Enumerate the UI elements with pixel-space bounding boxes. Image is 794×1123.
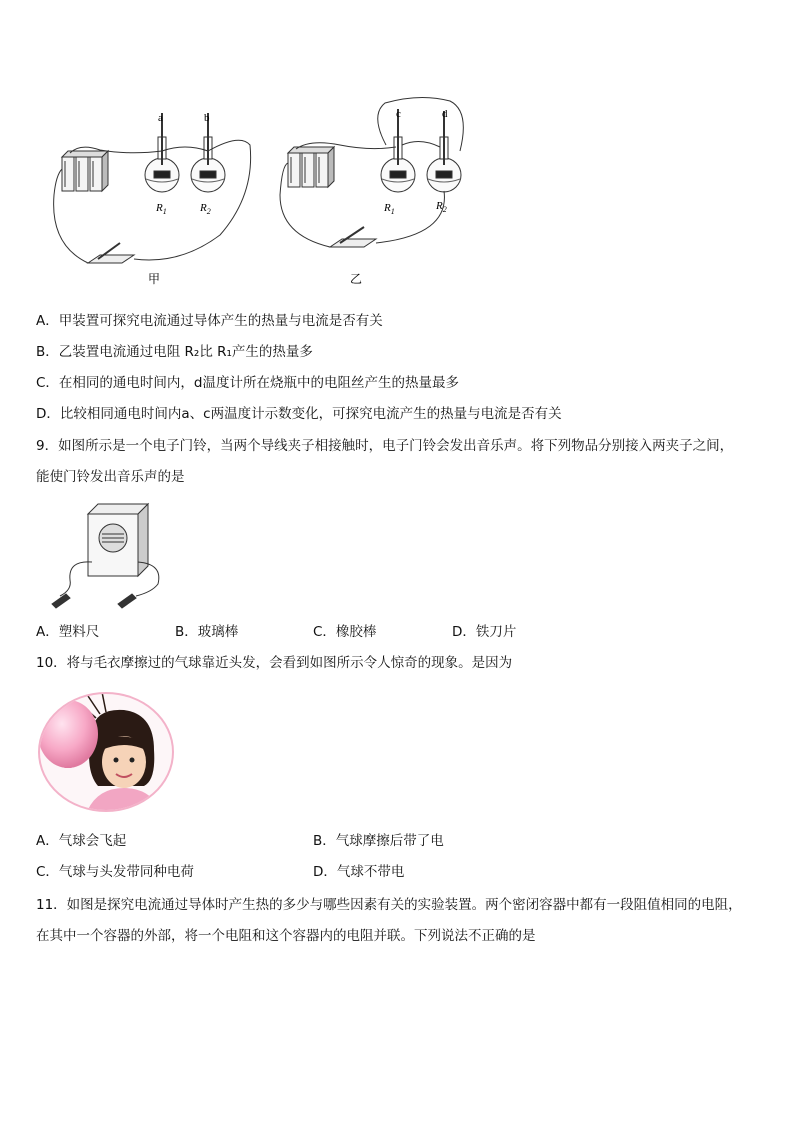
- q9-option-a: A．塑料尺: [36, 624, 100, 640]
- label-r1-yi: $R_1$: [384, 202, 395, 216]
- q9-option-b: B．玻璃棒: [175, 624, 239, 640]
- q8-option-d: D．比较相同通电时间内a、c两温度计示数变化，可探究电流产生的热量与电流是否有关: [36, 406, 562, 422]
- caption-jia: 甲: [148, 272, 161, 286]
- q11-stem-line1: 11．如图是探究电流通过导体时产生热的多少与哪些因素有关的实验装置。两个密闭容器中都有一段阻值相同的电阻，: [36, 897, 742, 913]
- battery-jia: [62, 151, 108, 191]
- switch-jia: [88, 243, 134, 263]
- q8-option-a: A．甲装置可探究电流通过导体产生的热量与电流是否有关: [36, 313, 383, 329]
- circuit-jia: [54, 112, 251, 286]
- label-r2-jia: $R_2$: [200, 202, 211, 216]
- caption-yi: 乙: [350, 272, 363, 286]
- q9-option-d: D．铁刀片: [452, 624, 517, 640]
- q10-option-a: A．气球会飞起: [36, 833, 127, 849]
- label-c: c: [396, 108, 401, 120]
- switch-yi: [330, 227, 376, 247]
- label-b: b: [204, 112, 210, 124]
- q9-stem-line1: 9．如图所示是一个电子门铃，当两个导线夹子相接触时，电子门铃会发出音乐声。将下列物品分别接入两夹子之间，: [36, 438, 734, 454]
- q10-option-d: D．气球不带电: [313, 864, 405, 880]
- q9-option-c: C．橡胶棒: [313, 624, 377, 640]
- q10-stem: 10．将与毛衣摩擦过的气球靠近头发，会看到如图所示令人惊奇的现象。是因为: [36, 655, 513, 671]
- q9-stem-line2: 能使门铃发出音乐声的是: [36, 469, 185, 485]
- q10-option-b: B．气球摩擦后带了电: [313, 833, 444, 849]
- label-r2-yi: $R_2$: [436, 200, 447, 214]
- doorbell-figure: [48, 500, 178, 612]
- balloon-hair-photo: [36, 690, 176, 814]
- label-r1-jia: $R_1$: [156, 202, 167, 216]
- label-a: a: [158, 112, 163, 124]
- circuit-figure-jia-yi: [40, 95, 480, 295]
- q8-option-b: B．乙装置电流通过电阻 R₂比 R₁产生的热量多: [36, 344, 313, 360]
- q8-option-c: C．在相同的通电时间内，d温度计所在烧瓶中的电阻丝产生的热量最多: [36, 375, 459, 391]
- flask-r2-yi: [427, 111, 461, 192]
- battery-yi: [288, 147, 334, 187]
- flask-r1-yi: [381, 109, 415, 192]
- q11-stem-line2: 在其中一个容器的外部，将一个电阻和这个容器内的电阻并联。下列说法不正确的是: [36, 928, 536, 944]
- q10-option-c: C．气球与头发带同种电荷: [36, 864, 194, 880]
- flask-r2-jia: [191, 113, 225, 192]
- circuit-yi: [280, 97, 463, 286]
- label-d: d: [442, 108, 448, 120]
